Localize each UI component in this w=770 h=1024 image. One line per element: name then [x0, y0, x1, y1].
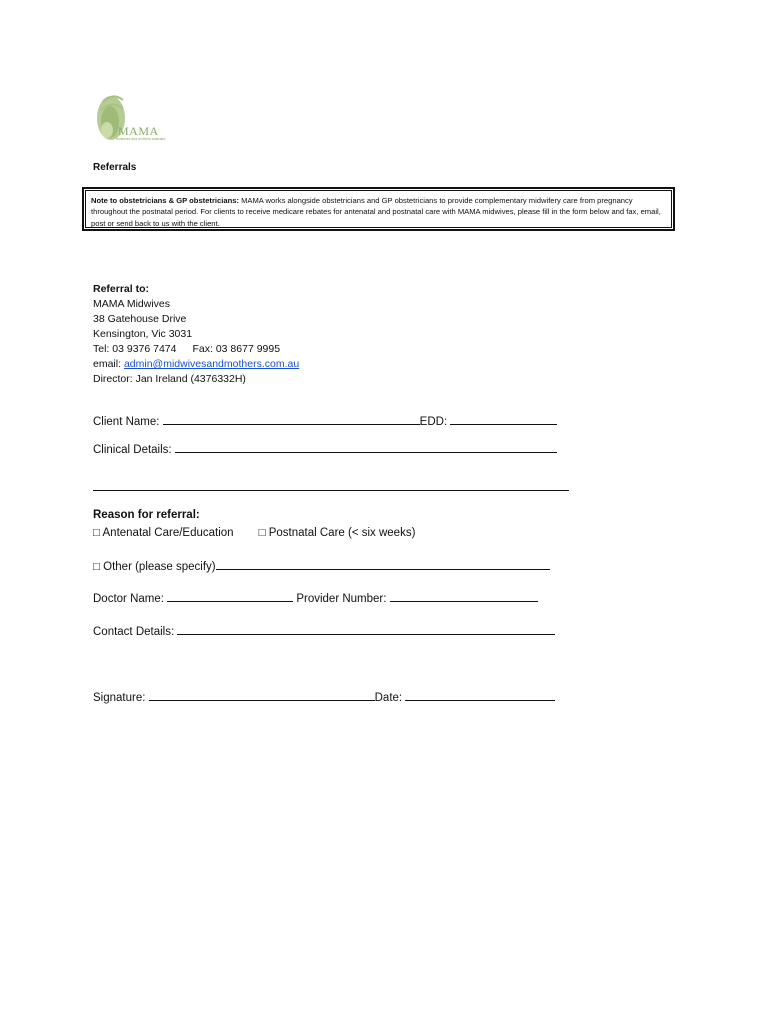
- edd-field[interactable]: [450, 414, 557, 425]
- date-field[interactable]: [405, 690, 555, 701]
- client-name-row: [93, 414, 557, 429]
- provider-number-field[interactable]: [390, 591, 538, 602]
- antenatal-checkbox[interactable]: □ Antenatal Care/Education: [93, 527, 234, 539]
- doctor-name-field[interactable]: [167, 591, 293, 602]
- referral-director: Director: Jan Ireland (4376332H): [93, 373, 246, 385]
- doctor-name-label: Doctor Name:: [93, 593, 168, 605]
- postnatal-checkbox[interactable]: □ Postnatal Care (< six weeks): [258, 527, 416, 539]
- referral-fax: Fax: 03 8677 9995: [192, 343, 281, 355]
- referral-street: 38 Gatehouse Drive: [93, 313, 187, 325]
- reason-options-row: [93, 526, 415, 540]
- date-label: Date:: [374, 692, 406, 704]
- note-text: MAMA works alongside obstetricians and GP obstetricians to provide complementary midwifery care from pregnancy throughout the postnatal period. For clients to receive medicare rebates for antenatal and postnatal care with MAMA midwives, please fill in the form below and fax, email, post or send back to us with the client.: [91, 196, 661, 228]
- referral-address-block: [93, 282, 299, 387]
- other-row: [93, 559, 550, 574]
- other-field[interactable]: [216, 559, 550, 570]
- signature-label: Signature:: [93, 692, 149, 704]
- contact-details-field[interactable]: [177, 624, 555, 635]
- note-label: Note to obstetricians & GP obstetricians:: [91, 196, 239, 205]
- clinical-details-label: Clinical Details:: [93, 444, 175, 456]
- other-checkbox[interactable]: □ Other (please specify): [93, 561, 216, 573]
- reason-heading: Reason for referral:: [93, 509, 200, 521]
- referral-suburb: Kensington, Vic 3031: [93, 328, 193, 340]
- contact-details-label: Contact Details:: [93, 626, 178, 638]
- client-name-label: Client Name:: [93, 416, 163, 428]
- clinical-details-field[interactable]: [175, 442, 557, 453]
- referral-org: MAMA Midwives: [93, 298, 171, 310]
- edd-label: EDD:: [419, 416, 451, 428]
- doctor-row: [93, 591, 538, 606]
- referral-email-row: [93, 357, 299, 372]
- page-title: Referrals: [93, 162, 137, 173]
- signature-row: [93, 690, 555, 705]
- clinical-details-extra-line[interactable]: [93, 490, 569, 491]
- email-link[interactable]: admin@midwivesandmothers.com.au: [123, 358, 300, 370]
- referral-tel: Tel: 03 9376 7474: [93, 343, 177, 355]
- provider-number-label: Provider Number:: [293, 593, 390, 605]
- referral-phone-row: [93, 342, 299, 357]
- note-box: [83, 188, 674, 230]
- clinical-details-row: [93, 442, 557, 457]
- logo-wordmark: MAMA: [118, 124, 159, 138]
- referral-heading: Referral to:: [93, 283, 150, 295]
- contact-row: [93, 624, 555, 639]
- signature-field[interactable]: [149, 690, 375, 701]
- email-label: email:: [93, 358, 124, 370]
- logo-subtitle: midwives and mothers australia: [116, 137, 166, 141]
- client-name-field[interactable]: [163, 414, 420, 425]
